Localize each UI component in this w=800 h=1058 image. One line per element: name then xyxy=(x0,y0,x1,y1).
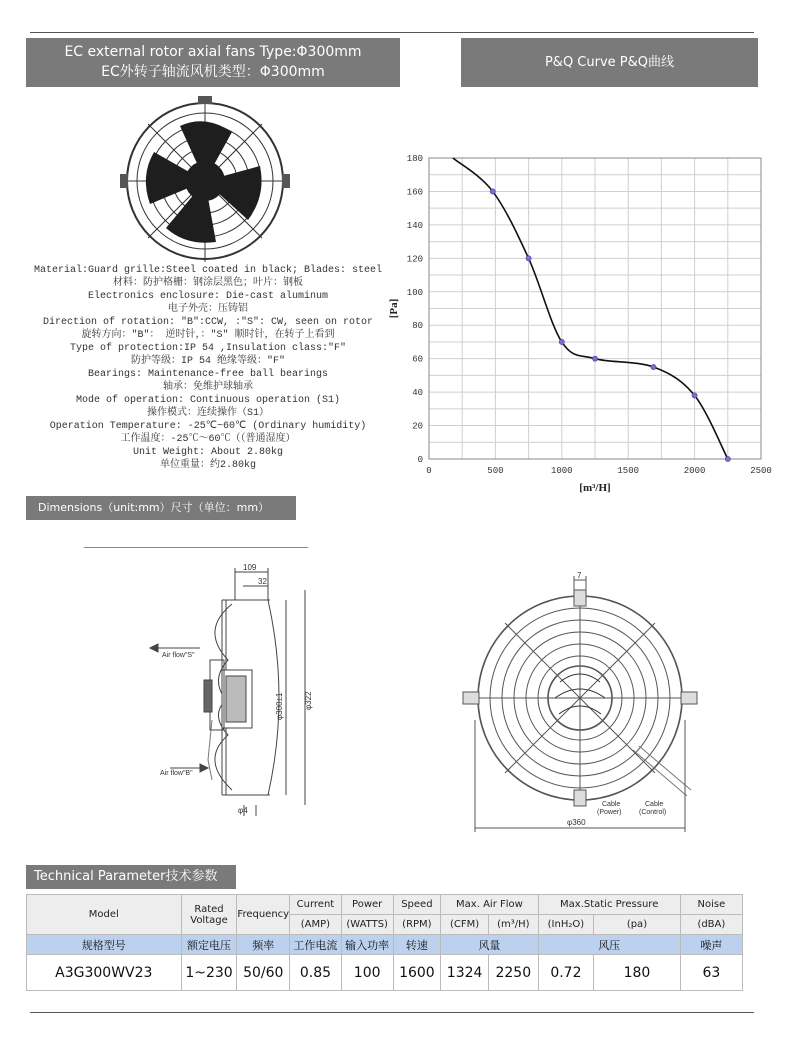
x-axis-label: [m³/H] xyxy=(579,482,611,493)
col-current: Current xyxy=(290,895,342,915)
data-point xyxy=(651,364,656,369)
dim-32: 32 xyxy=(258,577,267,586)
y-tick-label: 20 xyxy=(412,421,423,432)
col-voltage: Rated Voltage xyxy=(181,895,237,935)
y-axis-label: [Pa] xyxy=(388,298,400,319)
x-tick-label: 1000 xyxy=(550,466,573,476)
y-tick-label: 140 xyxy=(406,220,423,231)
col-frequency: Frequency xyxy=(237,895,290,935)
val-inh2o: 0.72 xyxy=(538,955,594,991)
val-noise: 63 xyxy=(680,955,742,991)
cn-pressure: 风压 xyxy=(538,935,680,955)
y-tick-label: 100 xyxy=(406,287,423,298)
airflow-s-label: Air flow"S" xyxy=(162,652,195,659)
data-point xyxy=(592,356,597,361)
col-speed: Speed xyxy=(393,895,441,915)
y-tick-label: 160 xyxy=(406,187,423,198)
pq-curve-chart xyxy=(378,148,778,493)
dim-360: φ360 xyxy=(567,818,586,827)
x-tick-label: 2500 xyxy=(750,466,772,476)
top-rule xyxy=(30,32,754,33)
cn-power: 输入功率 xyxy=(341,935,393,955)
data-point xyxy=(692,393,697,398)
data-point xyxy=(559,339,564,344)
val-cfm: 1324 xyxy=(441,955,489,991)
x-tick-label: 2000 xyxy=(683,466,706,476)
y-tick-label: 0 xyxy=(417,455,423,465)
y-tick-label: 180 xyxy=(406,154,423,164)
data-point xyxy=(725,456,730,461)
spec-line: Operation Temperature: -25℃~60℃ (Ordinary humidity) xyxy=(49,421,367,432)
spec-line: Bearings: Maintenance-free ball bearings xyxy=(87,369,329,380)
col-noise: Noise xyxy=(680,895,742,915)
unit-rpm: (RPM) xyxy=(393,915,441,935)
spec-line: 工作温度：-25℃〜60℃（（普通湿度） xyxy=(120,434,296,445)
unit-pa: (pa) xyxy=(594,915,681,935)
unit-watts: (WATTS) xyxy=(341,915,393,935)
cable-control-l1: Cable xyxy=(645,801,664,808)
cn-model: 规格型号 xyxy=(27,935,182,955)
product-title-en: EC external rotor axial fans Type:Φ300mm xyxy=(64,44,362,60)
cn-voltage: 额定电压 xyxy=(181,935,237,955)
col-pressure: Max.Static Pressure xyxy=(538,895,680,915)
dim-109: 109 xyxy=(243,563,257,572)
dimensions-rule xyxy=(84,547,308,548)
spec-line: 旋转方向："B"： 逆时针，："S" 顺时针，在转子上看到 xyxy=(81,330,335,341)
dim-322: φ322 xyxy=(304,691,313,710)
val-frequency: 50/60 xyxy=(237,955,290,991)
val-voltage: 1~230 xyxy=(181,955,237,991)
spec-line: 单位重量：约2.80kg xyxy=(159,460,256,471)
val-pa: 180 xyxy=(594,955,681,991)
x-tick-label: 1500 xyxy=(617,466,640,476)
specifications xyxy=(30,264,386,472)
unit-cfm: (CFM) xyxy=(441,915,489,935)
cable-power-l1: Cable xyxy=(602,801,621,808)
side-view-drawing xyxy=(140,560,340,830)
y-tick-label: 80 xyxy=(412,321,423,332)
col-power: Power xyxy=(341,895,393,915)
dimensions-title: Dimensions（unit:mm）尺寸（单位：mm） xyxy=(38,501,270,514)
spec-line: Electronics enclosure: Die-cast aluminum xyxy=(87,291,329,302)
spec-line: 操作模式：连续操作（S1） xyxy=(146,408,269,419)
cable-power-l2: (Power) xyxy=(597,809,622,816)
data-point xyxy=(526,256,531,261)
spec-line: Mode of operation: Continuous operation (S1) xyxy=(75,395,341,406)
dim-300: φ300±1 xyxy=(275,692,284,720)
dim-4: φ4 xyxy=(238,806,248,815)
val-model: A3G300WV23 xyxy=(27,955,182,991)
x-tick-label: 500 xyxy=(487,466,504,476)
cn-current: 工作电流 xyxy=(290,935,342,955)
spec-line: 材料：防护格栅：钢涂层黑色；叶片：钢板 xyxy=(113,278,303,289)
product-title-cn: EC外转子轴流风机类型：Φ300mm xyxy=(101,64,325,80)
cable-power-label xyxy=(597,801,622,816)
table-header-row xyxy=(27,895,743,915)
cn-airflow: 风量 xyxy=(441,935,538,955)
unit-m3h: (m³/H) xyxy=(488,915,538,935)
unit-inh2o: (InH₂O) xyxy=(538,915,594,935)
front-view-drawing xyxy=(455,570,705,835)
curve-title: P&Q Curve P&Q曲线 xyxy=(544,55,675,70)
table-row xyxy=(27,955,743,991)
val-power: 100 xyxy=(341,955,393,991)
tech-title: Technical Parameter技术参数 xyxy=(34,869,218,884)
cn-frequency: 频率 xyxy=(237,935,290,955)
data-point xyxy=(490,189,495,194)
val-current: 0.85 xyxy=(290,955,342,991)
cn-speed: 转速 xyxy=(393,935,441,955)
y-tick-label: 40 xyxy=(412,388,423,399)
unit-dba: (dBA) xyxy=(680,915,742,935)
spec-line: 轴承：免维护球轴承 xyxy=(163,382,253,393)
col-airflow: Max. Air Flow xyxy=(441,895,538,915)
cn-noise: 噪声 xyxy=(680,935,742,955)
dim-7: 7 xyxy=(577,571,582,580)
tech-header xyxy=(26,865,236,889)
bottom-rule xyxy=(30,1012,754,1013)
dimensions-header xyxy=(26,496,296,520)
product-header xyxy=(26,38,400,87)
unit-amp: (AMP) xyxy=(290,915,342,935)
val-speed: 1600 xyxy=(393,955,441,991)
spec-line: 防护等级：IP 54 绝缘等级："F" xyxy=(130,356,285,367)
y-tick-label: 120 xyxy=(406,254,423,265)
fan-product-image xyxy=(120,96,290,266)
tech-parameter-table xyxy=(26,894,743,991)
table-cn-row xyxy=(27,935,743,955)
cable-control-label xyxy=(639,801,666,816)
spec-line: Type of protection:IP 54 ,Insulation class:"F" xyxy=(69,343,347,354)
cable-control-l2: (Control) xyxy=(639,809,667,816)
airflow-b-label: Air flow"B" xyxy=(160,770,193,777)
col-model: Model xyxy=(27,895,182,935)
val-m3h: 2250 xyxy=(488,955,538,991)
y-tick-label: 60 xyxy=(412,354,423,365)
x-tick-label: 0 xyxy=(426,466,432,476)
spec-line: Unit Weight: About 2.80kg xyxy=(132,447,284,458)
spec-line: Material:Guard grille:Steel coated in black; Blades: steel xyxy=(33,265,383,276)
curve-header xyxy=(461,38,758,87)
spec-line: 电子外壳：压铸铝 xyxy=(168,304,248,315)
spec-line: Direction of rotation: "B":CCW, :"S": CW, seen on rotor xyxy=(42,317,374,328)
